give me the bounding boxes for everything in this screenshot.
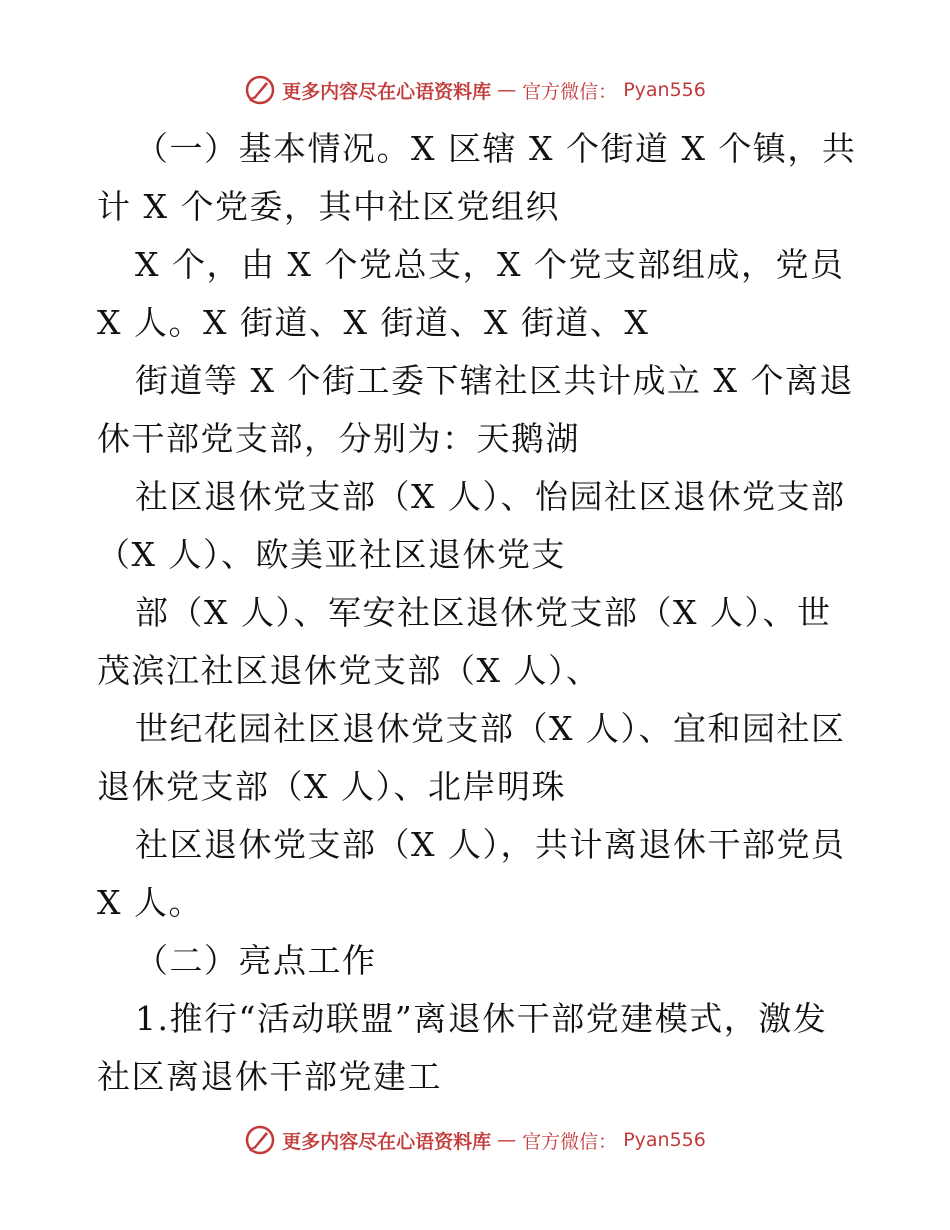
text-line: 部（X 人）、军安社区退休党支部（X 人）、世 xyxy=(135,593,832,632)
text-line: 世纪花园社区退休党支部（X 人）、宜和园社区 xyxy=(135,709,846,748)
document-body xyxy=(97,120,857,1106)
watermark-contact-label: 官方微信： xyxy=(522,80,618,103)
quill-logo-icon xyxy=(244,1124,276,1156)
watermark-main-text: 更多内容尽在心语资料库 xyxy=(282,1130,492,1153)
text-line: 社区退休党支部（X 人），共计离退休干部党员 xyxy=(135,825,846,864)
text-line: X 人。X 街道、X 街道、X 街道、X xyxy=(97,303,650,342)
text-line: 1.推行“活动联盟”离退休干部党建模式，激发 xyxy=(135,999,828,1038)
quill-logo-icon xyxy=(244,74,276,106)
text-line: （一）基本情况。X 区辖 X 个街道 X 个镇，共 xyxy=(135,129,857,168)
watermark-main-text: 更多内容尽在心语资料库 xyxy=(282,80,492,103)
text-line: X 人。 xyxy=(97,883,203,922)
watermark-separator: — xyxy=(497,79,517,101)
text-line: 茂滨江社区退休党支部（X 人）、 xyxy=(97,651,601,690)
text-line: 退休党支部（X 人）、北岸明珠 xyxy=(97,767,566,806)
text-line: 社区退休党支部（X 人）、怡园社区退休党支部 xyxy=(135,477,846,516)
section-heading: （二）亮点工作 xyxy=(135,941,377,980)
watermark-contact-label: 官方微信： xyxy=(522,1130,618,1153)
text-line: （X 人）、欧美亚社区退休党支 xyxy=(97,535,566,574)
text-line: 街道等 X 个街工委下辖社区共计成立 X 个离退 xyxy=(135,361,854,400)
text-line: X 个，由 X 个党总支，X 个党支部组成，党员 xyxy=(135,245,845,284)
text-line: 社区离退休干部党建工 xyxy=(97,1057,442,1096)
text-line: 休干部党支部，分别为：天鹅湖 xyxy=(97,419,580,458)
watermark-separator: — xyxy=(497,1129,517,1151)
text-line: 计 X 个党委，其中社区党组织 xyxy=(97,187,560,226)
watermark-wechat-id: Pyan556 xyxy=(623,79,706,101)
watermark-wechat-id: Pyan556 xyxy=(623,1129,706,1151)
watermark-footer xyxy=(0,1120,950,1160)
watermark-header xyxy=(0,70,950,110)
